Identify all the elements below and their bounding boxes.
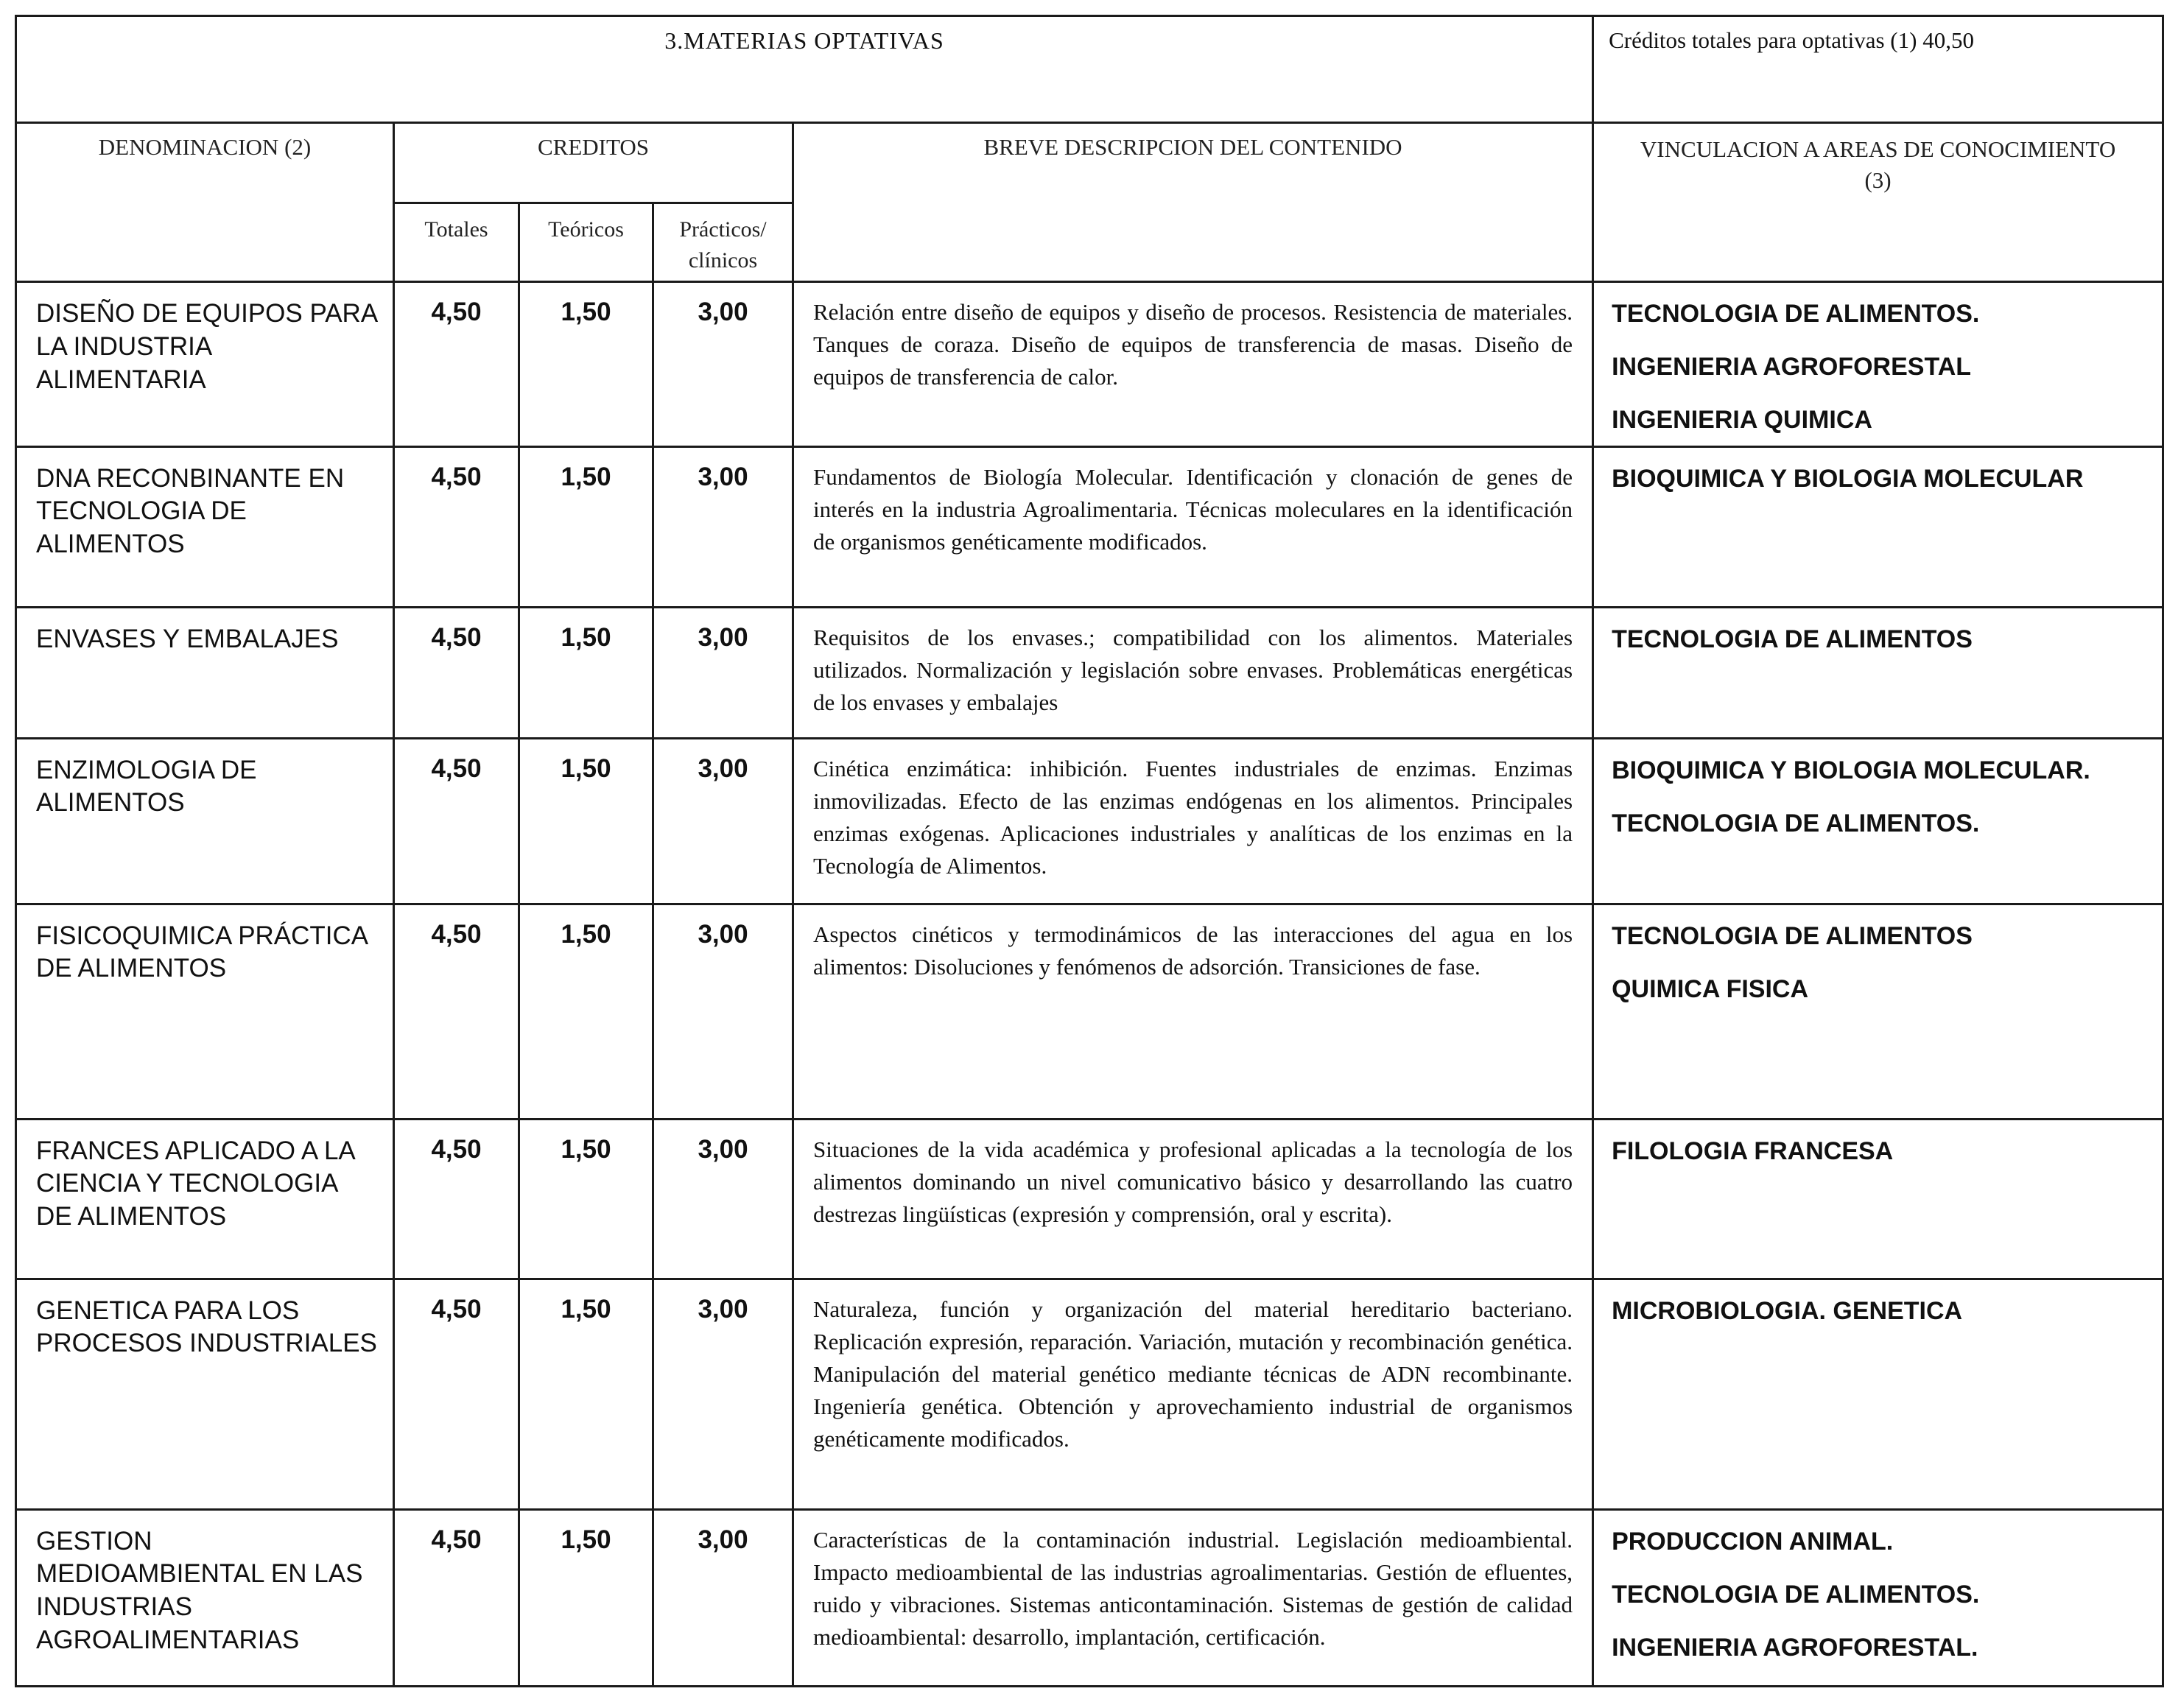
- knowledge-areas: [1593, 1509, 2163, 1686]
- table-row: [16, 738, 2163, 904]
- knowledge-area: TECNOLOGIA DE ALIMENTOS.: [1612, 1580, 1980, 1609]
- table-row: [16, 1509, 2163, 1686]
- subject-description: Situaciones de la vida académica y profesional aplicadas a la tecnología de los alimentos dominando un nivel comunicativo básico y desarrollando las cuatro destrezas lingüísticas (expresión y comprensión, oral y escrita).: [793, 1119, 1593, 1279]
- knowledge-area: INGENIERIA AGROFORESTAL: [1612, 353, 1972, 382]
- credits-teoricos: 1,50: [519, 607, 653, 738]
- knowledge-area: TECNOLOGIA DE ALIMENTOS.: [1612, 809, 1980, 837]
- subject-description: Cinética enzimática: inhibición. Fuentes industriales de enzimas. Enzimas inmovilizadas. Efecto de las enzimas endógenas en los alimentos. Principales enzimas exógenas. Aplicaciones industriales y analíticas de los enzimas en la Tecnología de Alimentos.: [793, 738, 1593, 904]
- vinculacion-header: VINCULACION A AREAS DE CONOCIMIENTO (3): [1593, 123, 2163, 282]
- totales-header: Totales: [394, 203, 519, 282]
- section-title: 3.MATERIAS OPTATIVAS: [16, 16, 1593, 123]
- subject-name: ENVASES Y EMBALAJES: [16, 607, 394, 738]
- subject-description: Fundamentos de Biología Molecular. Identificación y clonación de genes de interés en la industria Agroalimentaria. Técnicas moleculares en la identificación de organismos genéticamente modificados.: [793, 446, 1593, 607]
- knowledge-areas: [1593, 904, 2163, 1119]
- credits-teoricos: 1,50: [519, 446, 653, 607]
- descripcion-header: BREVE DESCRIPCION DEL CONTENIDO: [793, 123, 1593, 282]
- credits-teoricos: 1,50: [519, 1119, 653, 1279]
- credits-practicos: 3,00: [653, 1279, 793, 1509]
- knowledge-area: INGENIERIA AGROFORESTAL.: [1612, 1633, 1978, 1662]
- subject-description: Naturaleza, función y organización del material hereditario bacteriano. Replicación expresión, reparación. Variación, mutación y recombinación genética. Manipulación del material genético mediante técnicas de ADN recombinante. Ingeniería genética. Obtención y aprovechamiento industrial de organismos genéticamente modificados.: [793, 1279, 1593, 1509]
- credits-practicos: 3,00: [653, 282, 793, 447]
- practicos-header: Prácticos/ clínicos: [653, 203, 793, 282]
- subject-name: FRANCES APLICADO A LA CIENCIA Y TECNOLOGIA DE ALIMENTOS: [16, 1119, 394, 1279]
- optional-subjects-table: [15, 15, 2164, 1687]
- subject-name: DISEÑO DE EQUIPOS PARA LA INDUSTRIA ALIMENTARIA: [16, 282, 394, 447]
- subject-description: Aspectos cinéticos y termodinámicos de las interacciones del agua en los alimentos: Disoluciones y fenómenos de adsorción. Transiciones de fase.: [793, 904, 1593, 1119]
- knowledge-area: FILOLOGIA FRANCESA: [1612, 1136, 1894, 1165]
- credits-practicos: 3,00: [653, 446, 793, 607]
- subject-description: Características de la contaminación industrial. Legislación medioambiental. Impacto medioambiental de las industrias agroalimentarias. Gestión de efluentes, ruido y vibraciones. Sistemas anticontaminación. Sistemas de gestión de calidad medioambiental: desarrollo, implantación, certificación.: [793, 1509, 1593, 1686]
- total-credits: Créditos totales para optativas (1) 40,50: [1593, 16, 2163, 123]
- credits-teoricos: 1,50: [519, 738, 653, 904]
- knowledge-area: BIOQUIMICA Y BIOLOGIA MOLECULAR: [1612, 464, 2084, 493]
- credits-totales: 4,50: [394, 738, 519, 904]
- credits-totales: 4,50: [394, 1509, 519, 1686]
- knowledge-areas: [1593, 446, 2163, 607]
- credits-practicos: 3,00: [653, 607, 793, 738]
- knowledge-areas: [1593, 1119, 2163, 1279]
- credits-totales: 4,50: [394, 607, 519, 738]
- knowledge-area: TECNOLOGIA DE ALIMENTOS: [1612, 921, 1973, 950]
- title-row: [16, 16, 2163, 123]
- knowledge-areas: [1593, 607, 2163, 738]
- table-row: [16, 1119, 2163, 1279]
- credits-practicos: 3,00: [653, 1509, 793, 1686]
- knowledge-areas: [1593, 282, 2163, 447]
- denominacion-header: DENOMINACION (2): [16, 123, 394, 282]
- credits-teoricos: 1,50: [519, 904, 653, 1119]
- subject-name: GENETICA PARA LOS PROCESOS INDUSTRIALES: [16, 1279, 394, 1509]
- subject-description: Relación entre diseño de equipos y diseño de procesos. Resistencia de materiales. Tanques de coraza. Diseño de equipos de transferencia de masas. Diseño de equipos de transferencia de calor.: [793, 282, 1593, 447]
- knowledge-areas: [1593, 738, 2163, 904]
- header-row: [16, 123, 2163, 203]
- knowledge-area: BIOQUIMICA Y BIOLOGIA MOLECULAR.: [1612, 756, 2090, 784]
- table-row: [16, 282, 2163, 447]
- subject-name: GESTION MEDIOAMBIENTAL EN LAS INDUSTRIAS AGROALIMENTARIAS: [16, 1509, 394, 1686]
- subject-name: FISICOQUIMICA PRÁCTICA DE ALIMENTOS: [16, 904, 394, 1119]
- subject-name: DNA RECONBINANTE EN TECNOLOGIA DE ALIMENTOS: [16, 446, 394, 607]
- credits-practicos: 3,00: [653, 738, 793, 904]
- knowledge-area: TECNOLOGIA DE ALIMENTOS.: [1612, 300, 1980, 328]
- credits-totales: 4,50: [394, 1119, 519, 1279]
- table-row: [16, 607, 2163, 738]
- table-row: [16, 446, 2163, 607]
- knowledge-areas: [1593, 1279, 2163, 1509]
- knowledge-area: TECNOLOGIA DE ALIMENTOS: [1612, 625, 1973, 653]
- table-row: [16, 904, 2163, 1119]
- credits-practicos: 3,00: [653, 904, 793, 1119]
- credits-teoricos: 1,50: [519, 282, 653, 447]
- creditos-header: CREDITOS: [394, 123, 793, 203]
- knowledge-area: PRODUCCION ANIMAL.: [1612, 1527, 1894, 1556]
- credits-totales: 4,50: [394, 282, 519, 447]
- credits-totales: 4,50: [394, 1279, 519, 1509]
- credits-teoricos: 1,50: [519, 1509, 653, 1686]
- credits-totales: 4,50: [394, 446, 519, 607]
- credits-practicos: 3,00: [653, 1119, 793, 1279]
- credits-totales: 4,50: [394, 904, 519, 1119]
- credits-teoricos: 1,50: [519, 1279, 653, 1509]
- knowledge-area: MICROBIOLOGIA. GENETICA: [1612, 1296, 1963, 1325]
- knowledge-area: INGENIERIA QUIMICA: [1612, 406, 1872, 435]
- teoricos-header: Teóricos: [519, 203, 653, 282]
- knowledge-area: QUIMICA FISICA: [1612, 974, 1809, 1003]
- subject-name: ENZIMOLOGIA DE ALIMENTOS: [16, 738, 394, 904]
- subject-description: Requisitos de los envases.; compatibilidad con los alimentos. Materiales utilizados. Normalización y legislación sobre envases. Problemáticas energéticas de los envases y embalajes: [793, 607, 1593, 738]
- table-row: [16, 1279, 2163, 1509]
